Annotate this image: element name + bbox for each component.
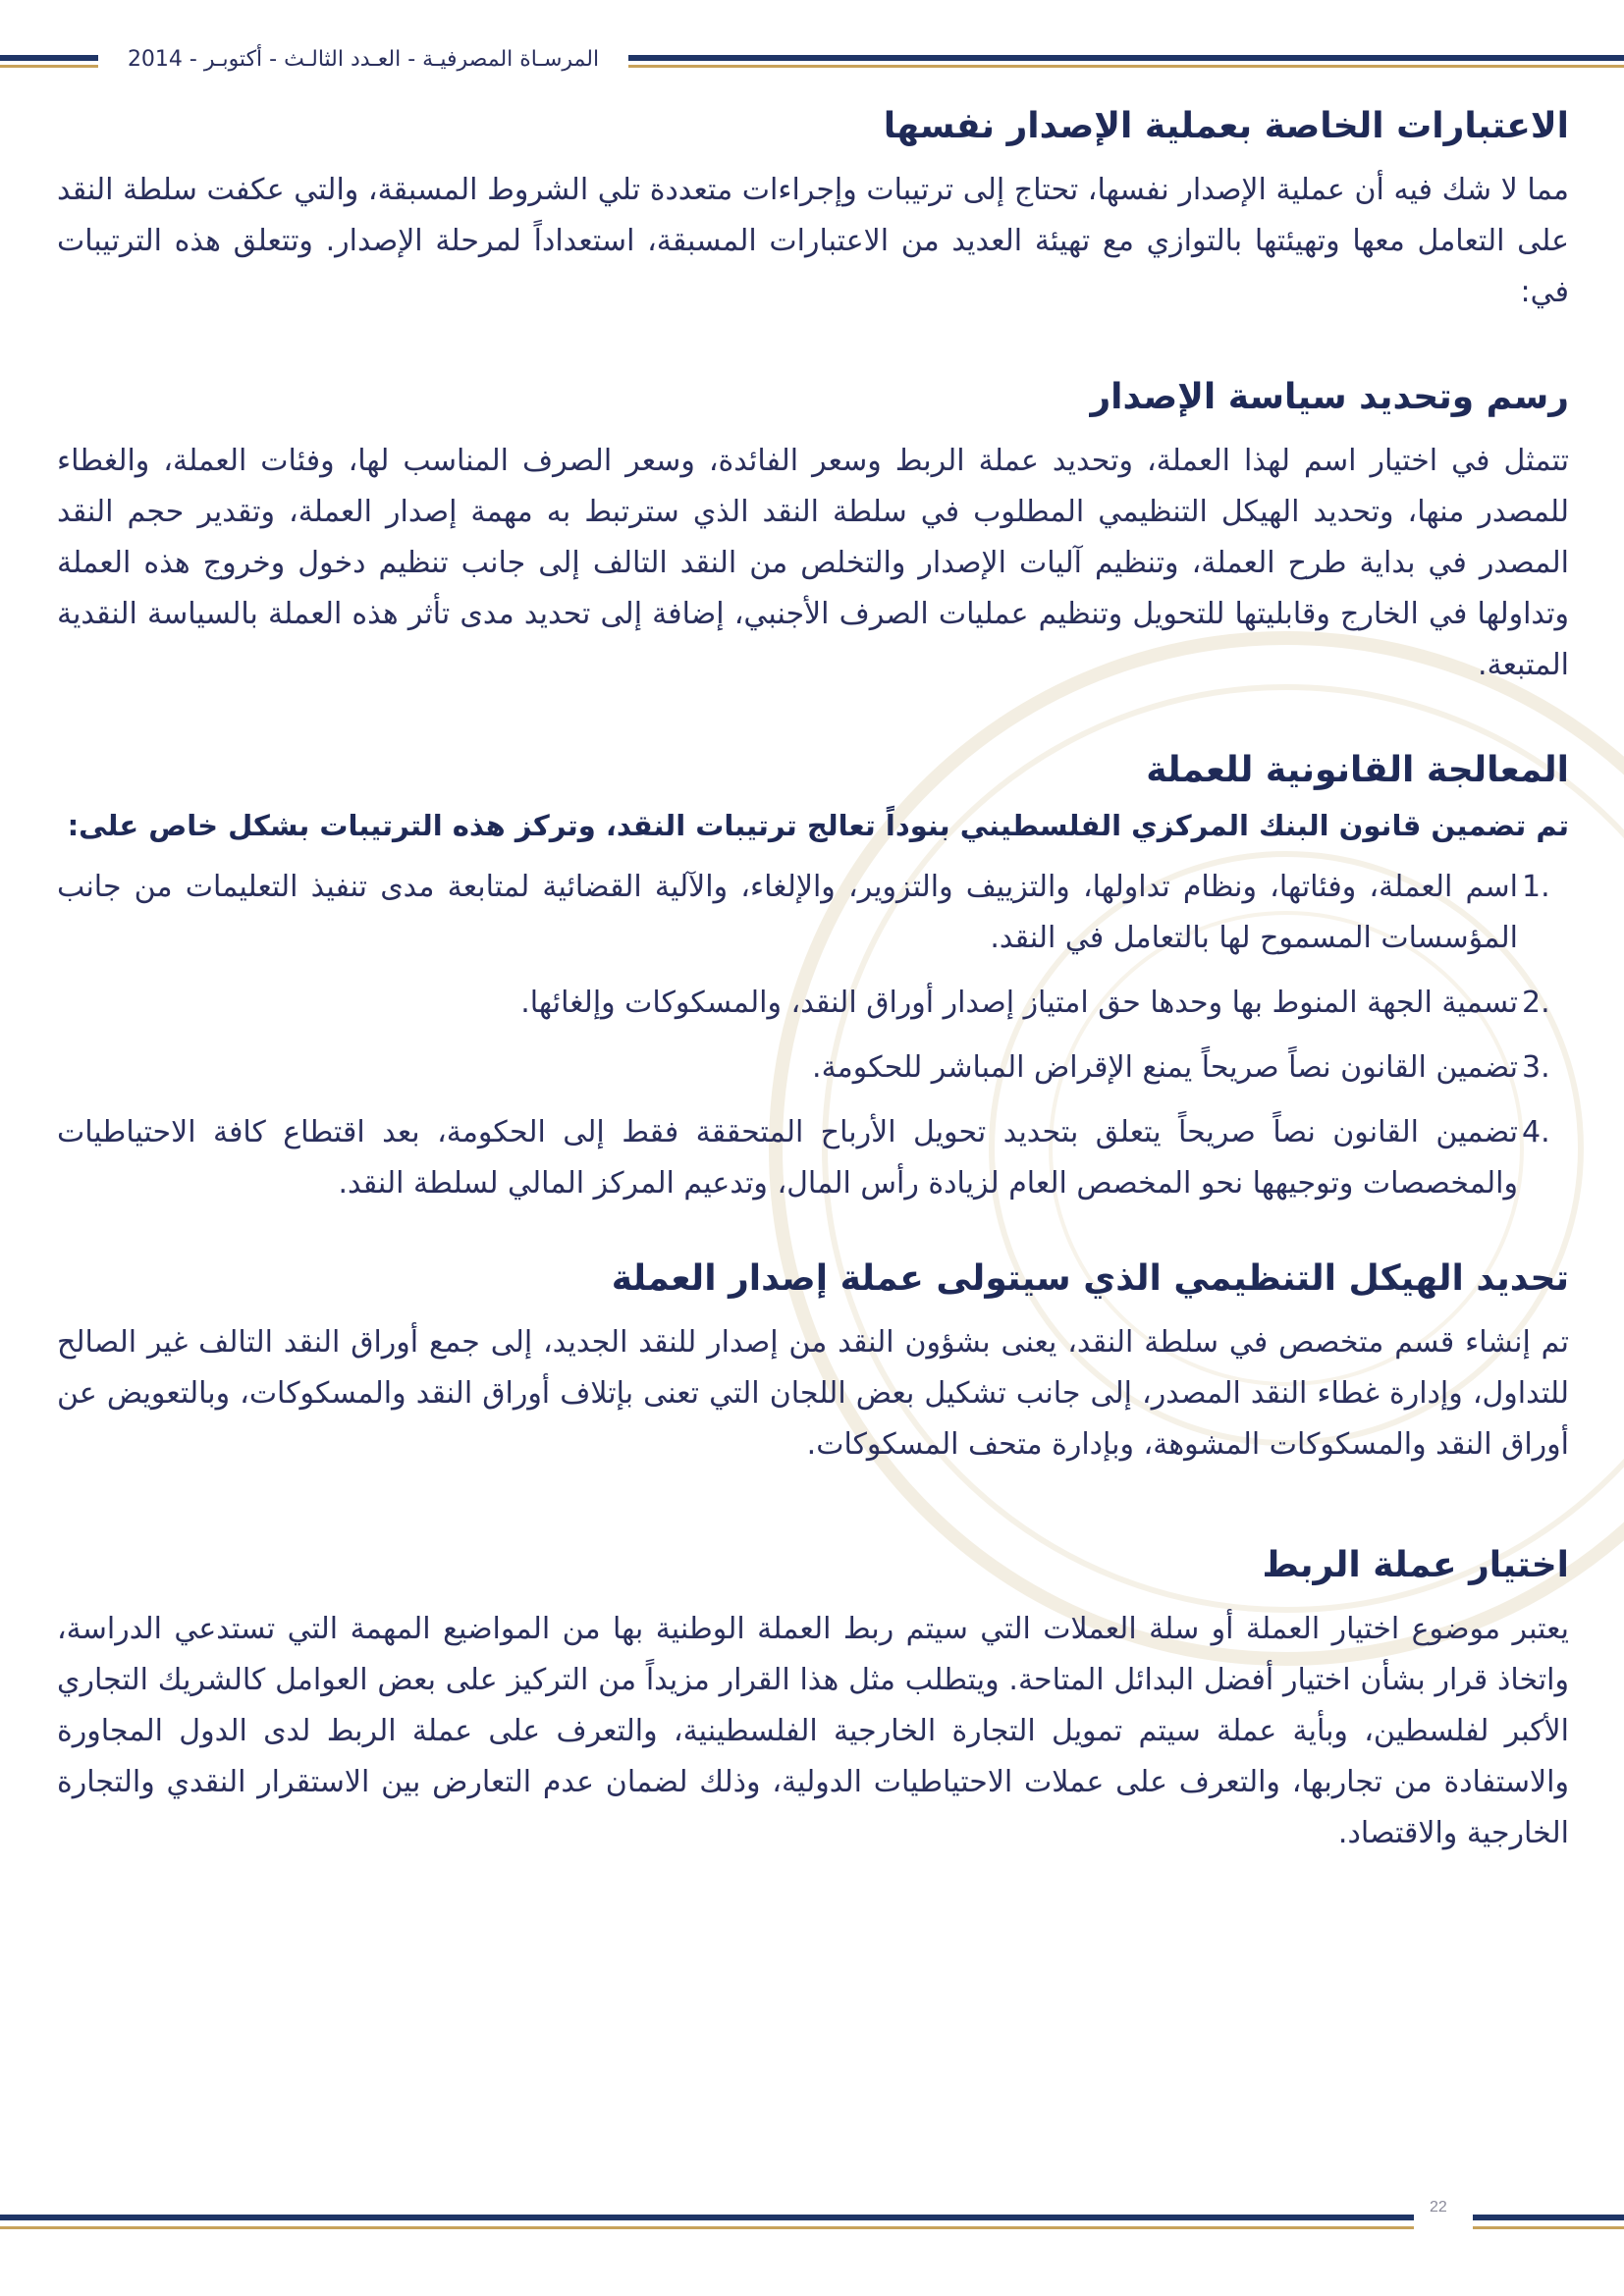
list-number: 1.	[1522, 870, 1550, 904]
list-item	[57, 1042, 1569, 1094]
section-title: رسم وتحديد سياسة الإصدار	[1090, 377, 1569, 417]
list-number: 4.	[1522, 1115, 1550, 1149]
list-item	[57, 1107, 1569, 1209]
section-title: تحديد الهيكل التنظيمي الذي سيتولى عملة إصدار العملة	[611, 1258, 1569, 1299]
list-item-text: تضمين القانون نصاً صريحاً يمنع الإقراض المباشر للحكومة.	[812, 1050, 1518, 1085]
section-paragraph: يعتبر موضوع اختيار العملة أو سلة العملات التي سيتم ربط العملة الوطنية بها من المواضيع المهمة التي تستدعي الدراسة، واتخاذ قرار بشأن اختيار أفضل البدائل المتاحة. ويتطلب مثل هذا القرار مزيداً من التركيز على بعض العوامل كالشريك التجاري الأكبر لفلسطين، وبأية عملة سيتم تمويل التجارة الخارجية الفلسطينية، والتعرف على عملة الربط لدى الدول المجاورة والاستفادة من تجاربها، والتعرف على عملات الاحتياطيات الدولية، وذلك لضمان عدم التعارض بين الاستقرار النقدي والتجارة الخارجية والاقتصاد.	[57, 1612, 1569, 1850]
numbered-list	[57, 862, 1569, 1209]
section-title: اختيار عملة الربط	[1262, 1545, 1569, 1585]
list-number: 3.	[1522, 1050, 1550, 1085]
footer-gold-line-left	[0, 2226, 1414, 2229]
section-paragraph: تم إنشاء قسم متخصص في سلطة النقد، يعنى بشؤون النقد من إصدار للنقد الجديد، إلى جمع أوراق النقد التالف غير الصالح للتداول، وإدارة غطاء النقد المصدر، إلى جانب تشكيل بعض اللجان التي تعنى بإتلاف أوراق النقد والمسكوكات، وبالتعويض عن أوراق النقد والمسكوكات المشوهة، وبإدارة متحف المسكوكات.	[57, 1325, 1569, 1462]
list-item	[57, 862, 1569, 964]
list-item-text: تضمين القانون نصاً صريحاً يتعلق بتحديد تحويل الأرباح المتحققة فقط إلى الحكومة، بعد اقتطاع كافة الاحتياطيات والمخصصات وتوجيهها نحو المخصص العام لزيادة رأس المال، وتدعيم المركز المالي لسلطة النقد.	[57, 1115, 1518, 1201]
section-paragraph: مما لا شك فيه أن عملية الإصدار نفسها، تحتاج إلى ترتيبات وإجراءات متعددة تلي الشروط المسبقة، والتي عكفت سلطة النقد على التعامل معها وتهيئتها بالتوازي مع تهيئة العديد من الاعتبارات المسبقة، استعداداً لمرحلة الإصدار. وتتعلق هذه الترتيبات في:	[57, 173, 1569, 309]
list-item-text: اسم العملة، وفئاتها، ونظام تداولها، والتزييف والتزوير، والإلغاء، والآلية القضائية لمتابعة مدى تنفيذ التعليمات من جانب المؤسسات المسموح لها بالتعامل في النقد.	[57, 870, 1518, 955]
footer-gold-line-right	[1473, 2226, 1624, 2229]
section-title: الاعتبارات الخاصة بعملية الإصدار نفسها	[883, 106, 1569, 146]
section-paragraph: تتمثل في اختيار اسم لهذا العملة، وتحديد عملة الربط وسعر الفائدة، وسعر الصرف المناسب لها، وفئات العملة، والغطاء للمصدر منها، وتحديد الهيكل التنظيمي المطلوب في سلطة النقد الذي سترتبط به مهمة إصدار العملة، وتقدير حجم النقد المصدر في بداية طرح العملة، وتنظيم آليات الإصدار والتخلص من النقد التالف إلى جانب تنظيم دخول وخروج هذه العملة وتداولها في الخارج وقابليتها للتحويل وتنظيم عمليات الصرف الأجنبي، إضافة إلى تحديد مدى تأثر هذه العملة بالسياسة النقدية المتبعة.	[57, 444, 1569, 682]
header-gold-line-right	[628, 65, 1624, 68]
footer-bar-left	[0, 2215, 1414, 2220]
header-bar-left	[0, 55, 98, 61]
running-header: المرسـاة المصرفيـة - العـدد الثالـث - أكتوبـر - 2014	[98, 43, 628, 77]
list-item-text: تسمية الجهة المنوط بها وحدها حق امتياز إصدار أوراق النقد، والمسكوكات وإلغائها.	[520, 986, 1518, 1020]
list-number: 2.	[1522, 986, 1550, 1020]
header-gold-line-left	[0, 65, 98, 68]
list-item	[57, 978, 1569, 1029]
section-lead: تم تضمين قانون البنك المركزي الفلسطيني بنوداً تعالج ترتيبات النقد، وتركز هذه الترتيبات بشكل خاص على:	[67, 809, 1569, 842]
header-bar-right	[628, 55, 1624, 61]
section-title: المعالجة القانونية للعملة	[1146, 750, 1569, 790]
footer-bar-right	[1473, 2215, 1624, 2220]
article-body	[57, 98, 1569, 1859]
page-number: 22	[1430, 2199, 1447, 2216]
